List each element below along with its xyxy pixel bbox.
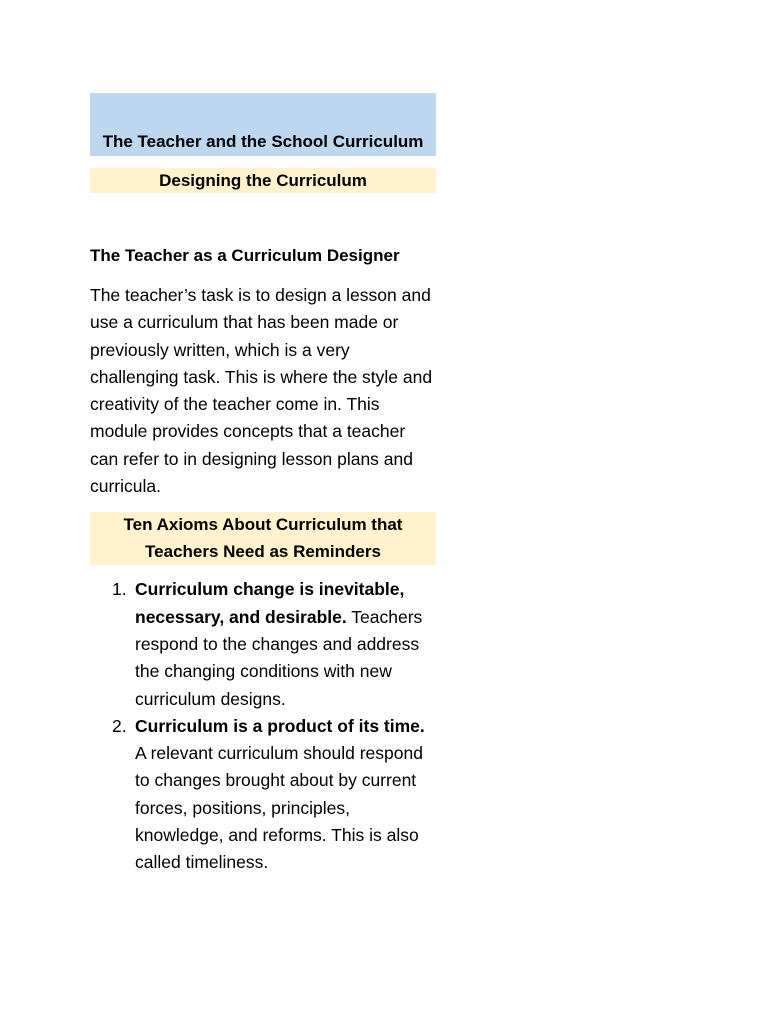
axioms-heading-line-1: Ten Axioms About Curriculum that xyxy=(123,515,403,535)
list-item-bold-text: Curriculum change is inevitable, necessary, and desirable. xyxy=(135,579,405,627)
list-item xyxy=(90,576,436,712)
list-item xyxy=(90,713,436,877)
body-paragraph: The teacher’s task is to design a lesson and use a curriculum that has been made or previously written, which is a very challenging task. This is where the style and creativity of the teacher come in. This module provides concepts that a teacher can refer to in designing lesson plans and curricula. xyxy=(90,285,433,497)
axioms-list xyxy=(90,576,436,876)
document-title-banner xyxy=(90,93,436,156)
content-column xyxy=(90,93,436,877)
axioms-heading-line-2: Teachers Need as Reminders xyxy=(145,541,381,561)
document-subtitle: Designing the Curriculum xyxy=(159,170,367,190)
list-item-text: A relevant curriculum should respond to changes brought about by current forces, positions, principles, knowledge, and reforms. This is also called timeliness. xyxy=(135,743,423,873)
section-heading: The Teacher as a Curriculum Designer xyxy=(90,246,400,265)
document-title: The Teacher and the School Curriculum xyxy=(102,132,424,151)
list-item-bold-text: Curriculum is a product of its time. xyxy=(135,715,425,736)
subtitle-banner xyxy=(90,168,436,193)
list-item-number: 2. xyxy=(112,715,127,736)
list-item-text: Teachers respond to the changes and address the changing conditions with new curriculum designs. xyxy=(135,606,423,709)
axioms-heading-banner xyxy=(90,512,436,565)
list-item-number: 1. xyxy=(112,579,127,600)
